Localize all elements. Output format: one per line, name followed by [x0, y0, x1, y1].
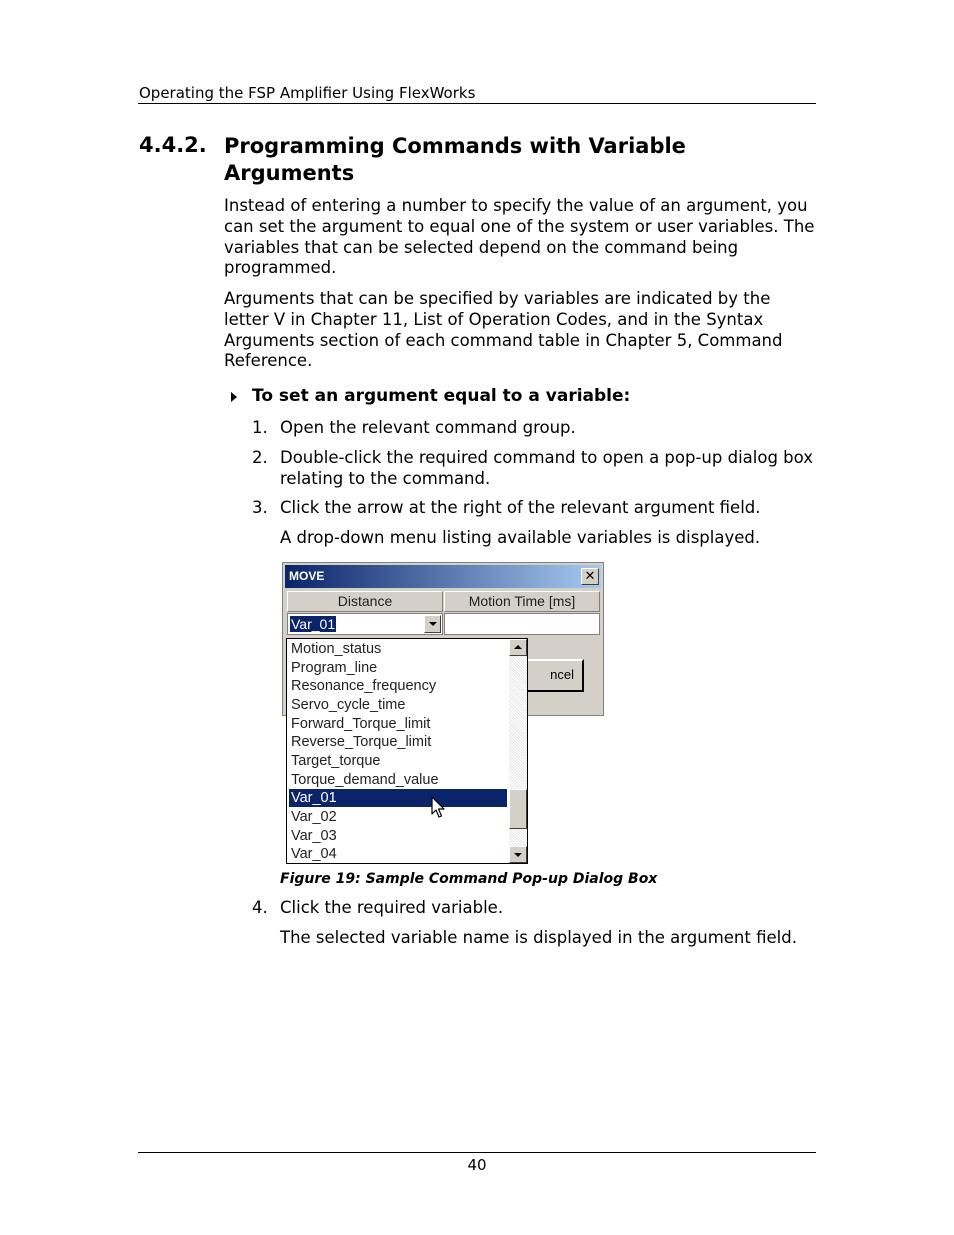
- variable-dropdown-list[interactable]: [286, 638, 528, 864]
- motion-time-field[interactable]: [444, 613, 600, 635]
- page-number: 40: [467, 1156, 487, 1174]
- chevron-up-icon: [514, 645, 522, 649]
- footer-rule: [138, 1152, 816, 1153]
- step-number: 1.: [252, 418, 268, 437]
- section-number: 4.4.2.: [139, 133, 207, 157]
- scroll-down-button[interactable]: [509, 846, 527, 863]
- list-item[interactable]: Program_line: [291, 660, 378, 676]
- procedure-heading: To set an argument equal to a variable:: [252, 386, 631, 406]
- distance-combo[interactable]: [287, 613, 443, 635]
- list-item-selected[interactable]: Var_01: [289, 789, 507, 807]
- chevron-down-icon: [429, 622, 437, 626]
- step-number: 4.: [252, 898, 268, 917]
- list-item[interactable]: Target_torque: [291, 753, 381, 769]
- right-triangle-bullet-icon: [231, 392, 237, 402]
- paragraph-intro: Instead of entering a number to specify the value of an argument, you can set the argument to equal one of the system or user variables. The variables that can be selected depend on the command being programmed.: [224, 196, 815, 278]
- scroll-up-button[interactable]: [509, 639, 527, 656]
- step-text: Click the required variable.: [280, 898, 504, 917]
- list-item[interactable]: Reverse_Torque_limit: [291, 734, 432, 750]
- mouse-pointer-icon: [431, 796, 447, 822]
- dialog-titlebar[interactable]: [285, 565, 601, 588]
- list-item[interactable]: Resonance_frequency: [291, 678, 437, 694]
- step-text: Open the relevant command group.: [280, 418, 576, 437]
- list-item[interactable]: Var_04: [291, 846, 337, 862]
- motion-time-column-header: Motion Time [ms]: [444, 591, 600, 612]
- step-number: 2.: [252, 448, 268, 467]
- figure-caption: Figure 19: Sample Command Pop-up Dialog Box: [280, 871, 658, 887]
- step-note: A drop-down menu listing available variables is displayed.: [280, 528, 761, 547]
- distance-column-header: Distance: [287, 591, 443, 612]
- list-item[interactable]: Servo_cycle_time: [291, 697, 406, 713]
- list-item[interactable]: Torque_demand_value: [291, 772, 439, 788]
- list-item[interactable]: Forward_Torque_limit: [291, 716, 431, 732]
- paragraph-arguments: Arguments that can be specified by variables are indicated by the letter V in Chapter 11, List of Operation Codes, and in the Syntax Arguments section of each command table in Chapter 5, Command Reference.: [224, 289, 783, 371]
- header-rule: [138, 103, 816, 104]
- chevron-down-icon: [514, 853, 522, 857]
- list-item[interactable]: Var_02: [291, 809, 337, 825]
- cancel-button[interactable]: ncel: [519, 659, 584, 692]
- list-scrollbar[interactable]: [509, 639, 527, 863]
- list-item[interactable]: Motion_status: [291, 641, 382, 657]
- close-button[interactable]: [581, 568, 599, 585]
- distance-combo-value[interactable]: Var_01: [291, 616, 336, 632]
- running-header: Operating the FSP Amplifier Using FlexWorks: [139, 84, 476, 102]
- section-title: Programming Commands with Variable Arguments: [224, 134, 686, 185]
- step-text: Click the arrow at the right of the relevant argument field.: [280, 498, 761, 517]
- close-icon: ✕: [584, 568, 596, 583]
- scroll-thumb[interactable]: [509, 789, 527, 829]
- dialog-title: MOVE: [289, 569, 325, 583]
- list-item[interactable]: Var_03: [291, 828, 337, 844]
- combo-dropdown-button[interactable]: [424, 615, 441, 633]
- step-text: Double-click the required command to open a pop-up dialog box relating to the command.: [280, 448, 813, 488]
- step-number: 3.: [252, 498, 268, 517]
- step-note: The selected variable name is displayed in the argument field.: [280, 928, 797, 947]
